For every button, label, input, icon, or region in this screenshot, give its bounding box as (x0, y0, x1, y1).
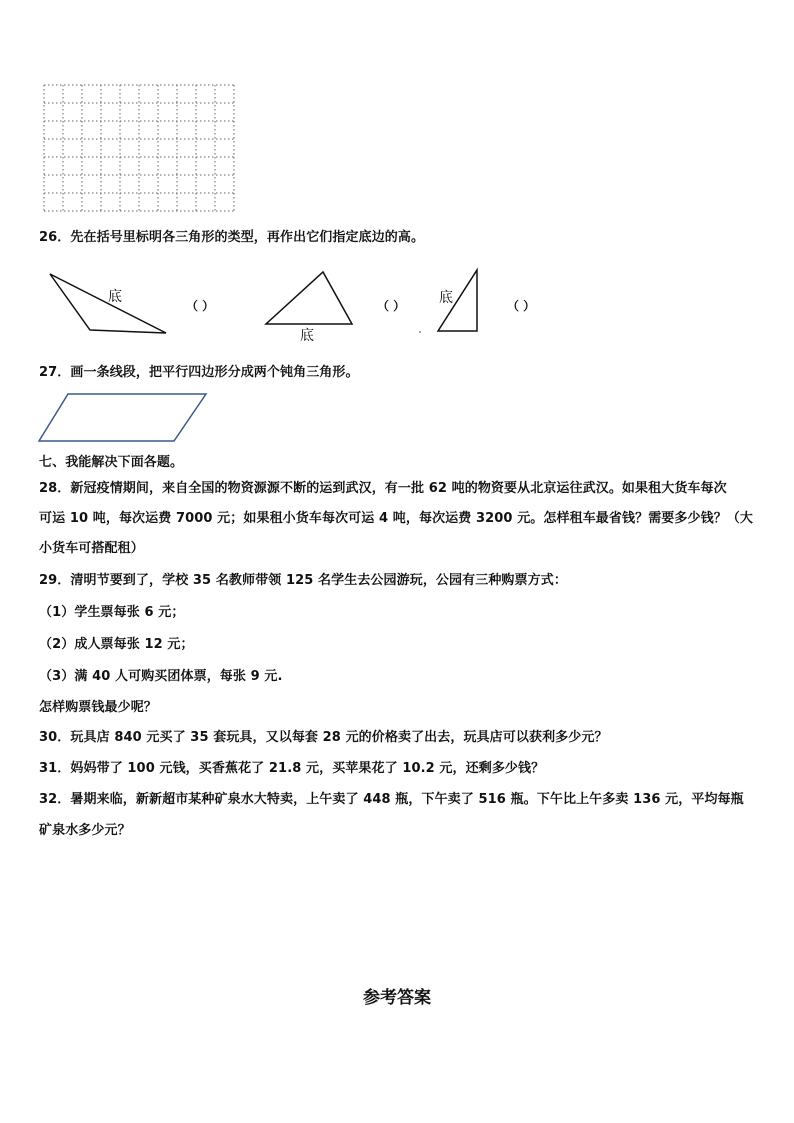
question-30: 30．玩具店 840 元买了 35 套玩具，又以每套 28 元的价格卖了出去，玩具店可以获利多少元？ (39, 730, 608, 745)
answers-title: 参考答案 (363, 988, 431, 1008)
base-label-3: 底 (439, 290, 453, 306)
question-26: 26．先在括号里标明各三角形的类型，再作出它们指定底边的高。 (39, 230, 425, 245)
parallelogram-figure (36, 392, 212, 444)
type-paren-1[interactable]: （ ） (186, 299, 215, 313)
question-29-option-2: （2）成人票每张 12 元； (39, 637, 194, 652)
question-27: 27．画一条线段，把平行四边形分成两个钝角三角形。 (39, 365, 359, 380)
triangles-figure (40, 262, 480, 342)
question-28-line-1: 28．新冠疫情期间，来自全国的物资源源不断的运到武汉，有一批 62 吨的物资要从北京运往武汉。如果租大货车每次 (39, 481, 727, 496)
question-29-option-1: （1）学生票每张 6 元； (39, 605, 185, 620)
parallelogram (39, 394, 206, 441)
question-28-line-2: 可运 10 吨，每次运费 7000 元；如果租小货车每次可运 4 吨，每次运费 3200 元。怎样租车最省钱？需要多少钱？（大 (39, 511, 754, 526)
type-paren-3[interactable]: （ ） (507, 299, 536, 313)
question-32-line-1: 32．暑期来临，新新超市某种矿泉水大特卖，上午卖了 448 瓶，下午卖了 516 瓶。下午比上午多卖 136 元，平均每瓶 (39, 792, 744, 807)
question-29: 29．清明节要到了，学校 35 名教师带领 125 名学生去公园游玩，公园有三种购票方式： (39, 573, 567, 588)
question-28-line-3: 小货车可搭配租） (39, 541, 144, 556)
type-paren-2[interactable]: （ ） (377, 299, 406, 313)
question-32-line-2: 矿泉水多少元？ (39, 823, 131, 838)
stray-dot (419, 331, 421, 333)
question-29-question: 怎样购票钱最少呢？ (39, 700, 157, 715)
base-label-1: 底 (108, 289, 122, 305)
question-29-option-3: （3）满 40 人可购买团体票，每张 9 元. (39, 669, 283, 684)
dotted-grid (42, 83, 238, 217)
acute-triangle (266, 272, 352, 324)
base-label-2: 底 (300, 328, 314, 342)
question-31: 31．妈妈带了 100 元钱，买香蕉花了 21.8 元，买苹果花了 10.2 元，还剩多少钱？ (39, 761, 545, 776)
section-7-title: 七、我能解决下面各题。 (39, 455, 184, 470)
